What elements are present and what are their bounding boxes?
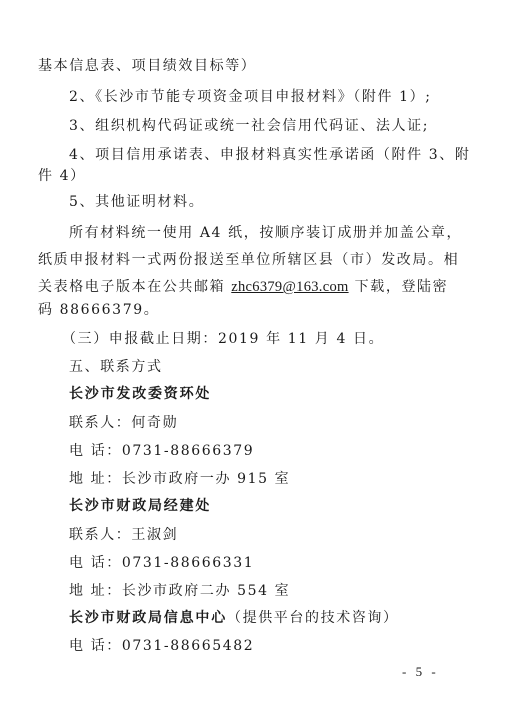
- section-heading: 五、联系方式: [69, 359, 163, 375]
- text-line: 3、组织机构代码证或统一社会信用代码证、法人证;: [69, 118, 430, 134]
- text-segment: 下载，登陆密: [354, 279, 449, 295]
- contact-dept-heading: 长沙市发改委资环处: [69, 386, 212, 402]
- page-number: - 5 -: [402, 664, 439, 679]
- email-link[interactable]: zhc6379@163.com: [231, 279, 349, 295]
- text-line: 件 4）: [38, 168, 86, 184]
- text-line: 5、其他证明材料。: [69, 194, 205, 210]
- contact-phone: 电 话：0731-88666379: [69, 443, 255, 459]
- contact-dept-heading: 长沙市财政局信息中心: [69, 610, 227, 626]
- contact-dept-note: （提供平台的技术咨询）: [227, 610, 399, 626]
- contact-person: 联系人：王淑剑: [69, 527, 179, 543]
- text-line: 所有材料统一使用 A4 纸，按顺序装订成册并加盖公章，: [69, 225, 463, 241]
- contact-address: 地 址：长沙市政府二办 554 室: [69, 583, 291, 599]
- contact-phone: 电 话：0731-88665482: [69, 638, 255, 654]
- text-line: 基本信息表、项目绩效目标等）: [38, 58, 257, 74]
- contact-dept-heading: 长沙市财政局经建处: [69, 498, 212, 514]
- text-line: 4、项目信用承诺表、申报材料真实性承诺函（附件 3、附: [69, 147, 471, 163]
- text-segment: 关表格电子版本在公共邮箱: [38, 279, 226, 295]
- contact-address: 地 址：长沙市政府一办 915 室: [69, 471, 291, 487]
- contact-person: 联系人：何奇勋: [69, 415, 179, 431]
- text-line-with-email: [38, 278, 448, 296]
- text-line: 纸质申报材料一式两份报送至单位所辖区县（市）发改局。相: [38, 252, 460, 268]
- contact-phone: 电 话：0731-88666331: [69, 555, 255, 571]
- text-line: （三）申报截止日期：2019 年 11 月 4 日。: [62, 331, 385, 347]
- text-line: 码 88666379。: [38, 302, 160, 318]
- text-line: 2、《长沙市节能专项资金项目申报材料》（附件 1）;: [69, 89, 432, 105]
- contact-dept-line: [69, 609, 399, 627]
